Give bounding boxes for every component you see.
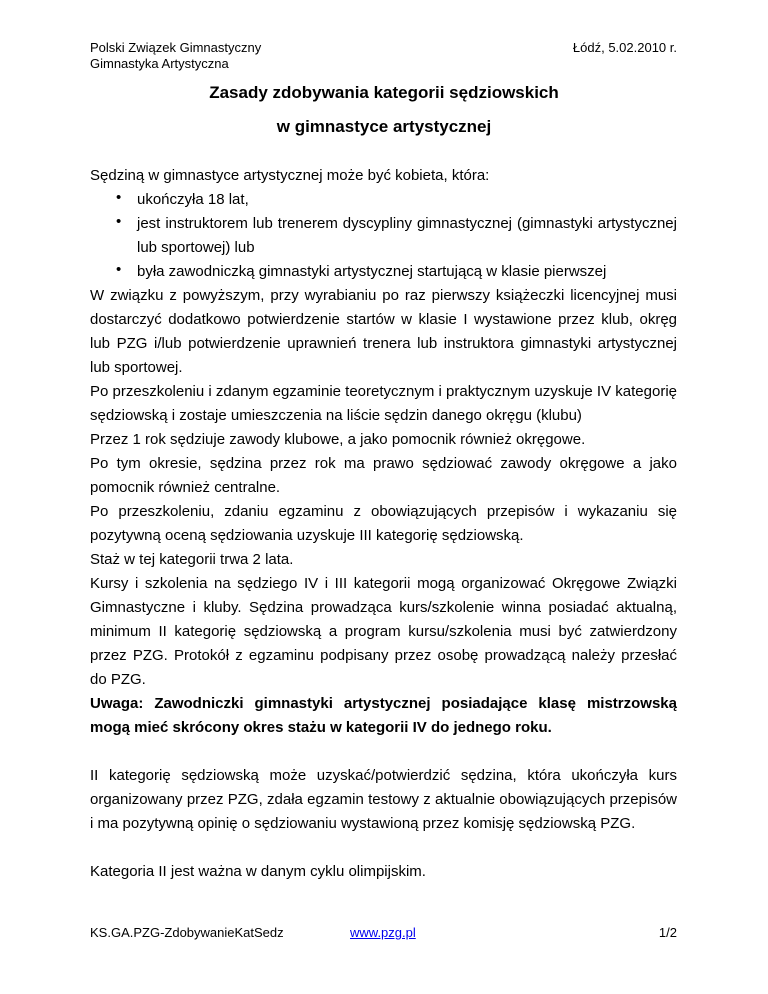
bullet-marker: • xyxy=(116,189,122,206)
document-id: KS.GA.PZG-ZdobywanieKatSedz xyxy=(90,925,284,940)
org-line-2: Gimnastyka Artystyczna xyxy=(90,56,229,71)
bullet-marker: • xyxy=(116,213,122,230)
bullet-marker: • xyxy=(116,261,122,278)
paragraph-category-ii: II kategorię sędziowską może uzyskać/potwierdzić sędzina, która ukończyła kurs organizowany przez PZG, zdała egzamin testowy z aktualnie obowiązujących przepisów i ma pozytywną opinię o sędziowaniu wystawioną przez komisję sędziowską PZG. xyxy=(90,767,677,832)
paragraph-license: W związku z powyższym, przy wyrabianiu po raz pierwszy książeczki licencyjnej musi dostarczyć dodatkowo potwierdzenie startów w klasie I wystawione przez klub, okręg lub PZG i/lub potwierdzenie uprawnień trenera lub instruktora gimnastyki artystycznej lub sportowej. xyxy=(90,287,677,376)
paragraph-first-year: Przez 1 rok sędziuje zawody klubowe, a jako pomocnik również okręgowe. xyxy=(90,431,586,448)
document-title-line-1: Zasady zdobywania kategorii sędziowskich xyxy=(209,83,559,102)
organization-name xyxy=(90,40,261,72)
paragraph-courses: Kursy i szkolenia na sędziego IV i III kategorii mogą organizować Okręgowe Związki Gimnastyczne i kluby. Sędzina prowadząca kurs/szkolenie winna posiadać aktualną, minimum II kategorię sędziowską a program kursu/szkolenia musi być zatwierdzony przez PZG. Protokół z egzaminu podpisany przez osobę prowadzącą należy przesłać do PZG. xyxy=(90,575,677,688)
paragraph-category-iv: Po przeszkoleniu i zdanym egzaminie teoretycznym i praktycznym uzyskuje IV kategorię sędziowską i zostaje umieszczenia na liście sędzin danego okręgu (klubu) xyxy=(90,383,677,424)
org-line-1: Polski Związek Gimnastyczny xyxy=(90,40,262,55)
note-paragraph: Uwaga: Zawodniczki gimnastyki artystycznej posiadające klasę mistrzowską mogą mieć skrócony okres stażu w kategorii IV do jednego roku. xyxy=(90,695,677,736)
intro-text: Sędziną w gimnastyce artystycznej może być kobieta, która: xyxy=(90,167,490,184)
page-number: 1/2 xyxy=(658,925,677,940)
paragraph-second-year: Po tym okresie, sędzina przez rok ma prawo sędziować zawody okręgowe a jako pomocnik również centralne. xyxy=(90,455,677,496)
website-link[interactable]: www.pzg.pl xyxy=(350,925,416,940)
bullet-item-1: ukończyła 18 lat, xyxy=(137,191,249,208)
bullet-item-3: była zawodniczką gimnastyki artystycznej startującą w klasie pierwszej xyxy=(137,263,607,280)
paragraph-category-iii: Po przeszkoleniu, zdaniu egzaminu z obowiązujących przepisów i wykazaniu się pozytywną oceną sędziowania uzyskuje III kategorię sędziowską. xyxy=(90,503,677,544)
bullet-item-2: jest instruktorem lub trenerem dyscypliny gimnastycznej (gimnastyki artystycznej lub sportowej) lub xyxy=(137,215,677,256)
paragraph-internship: Staż w tej kategorii trwa 2 lata. xyxy=(90,551,294,568)
place-date: Łódź, 5.02.2010 r. xyxy=(572,40,677,55)
paragraph-category-ii-validity: Kategoria II jest ważna w danym cyklu olimpijskim. xyxy=(90,863,426,880)
document-title-line-2: w gimnastyce artystycznej xyxy=(276,117,492,136)
